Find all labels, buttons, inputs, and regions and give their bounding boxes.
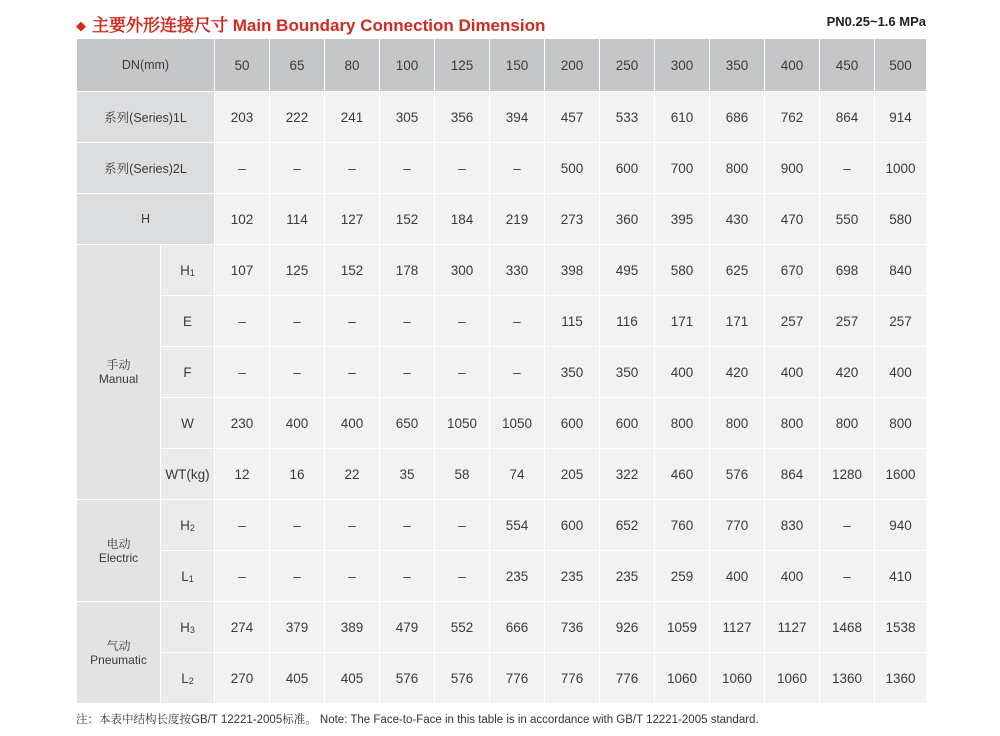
table-cell: 800 bbox=[820, 398, 875, 449]
table-cell: – bbox=[435, 500, 490, 551]
table-cell: 600 bbox=[600, 398, 655, 449]
table-cell: 116 bbox=[600, 296, 655, 347]
table-cell: 1600 bbox=[875, 449, 927, 500]
table-row bbox=[77, 500, 927, 551]
table-row bbox=[77, 653, 927, 704]
electric-group-label bbox=[77, 500, 161, 602]
table-cell: 700 bbox=[655, 143, 710, 194]
table-cell: – bbox=[270, 551, 325, 602]
table-row bbox=[77, 296, 927, 347]
table-cell: – bbox=[325, 551, 380, 602]
table-cell: 235 bbox=[600, 551, 655, 602]
sub-row-label-text: E bbox=[182, 313, 192, 329]
table-cell: 270 bbox=[215, 653, 270, 704]
sub-row-label bbox=[161, 347, 215, 398]
table-row bbox=[77, 194, 927, 245]
table-cell: 400 bbox=[765, 551, 820, 602]
group-label-en: Electric bbox=[98, 550, 139, 565]
table-cell: 400 bbox=[325, 398, 380, 449]
table-cell: 400 bbox=[655, 347, 710, 398]
table-cell: 379 bbox=[270, 602, 325, 653]
table-cell: – bbox=[380, 551, 435, 602]
table-cell: 405 bbox=[325, 653, 380, 704]
table-cell: – bbox=[435, 551, 490, 602]
sub-row-label bbox=[161, 500, 215, 551]
table-cell: 776 bbox=[490, 653, 545, 704]
table-cell: 114 bbox=[270, 194, 325, 245]
sub-row-label bbox=[161, 449, 215, 500]
table-row bbox=[77, 143, 927, 194]
table-cell: 800 bbox=[710, 143, 765, 194]
table-cell: 900 bbox=[765, 143, 820, 194]
dimension-table bbox=[76, 38, 927, 704]
table-cell: 394 bbox=[490, 92, 545, 143]
dn-size-header: 65 bbox=[270, 39, 325, 92]
dn-header: DN(mm) bbox=[77, 39, 215, 92]
table-cell: 776 bbox=[600, 653, 655, 704]
table-cell: 760 bbox=[655, 500, 710, 551]
table-cell: 800 bbox=[875, 398, 927, 449]
table-cell: 610 bbox=[655, 92, 710, 143]
table-cell: 273 bbox=[545, 194, 600, 245]
table-cell: 16 bbox=[270, 449, 325, 500]
title-bar bbox=[76, 8, 926, 36]
table-cell: 670 bbox=[765, 245, 820, 296]
table-cell: 460 bbox=[655, 449, 710, 500]
dn-size-header: 400 bbox=[765, 39, 820, 92]
table-cell: – bbox=[380, 143, 435, 194]
table-cell: 203 bbox=[215, 92, 270, 143]
dn-size-header: 125 bbox=[435, 39, 490, 92]
row-label: 系列(Series)1L bbox=[77, 92, 215, 143]
table-cell: – bbox=[270, 500, 325, 551]
table-cell: 235 bbox=[490, 551, 545, 602]
group-label-en: Pneumatic bbox=[90, 652, 147, 667]
table-cell: 305 bbox=[380, 92, 435, 143]
dn-size-header: 350 bbox=[710, 39, 765, 92]
table-cell: 770 bbox=[710, 500, 765, 551]
group-label-cn: 气动 bbox=[106, 638, 131, 653]
sub-row-label-text: WT(kg) bbox=[165, 466, 210, 482]
table-cell: 495 bbox=[600, 245, 655, 296]
table-cell: 152 bbox=[325, 245, 380, 296]
table-cell: 257 bbox=[820, 296, 875, 347]
table-cell: 405 bbox=[270, 653, 325, 704]
table-cell: – bbox=[325, 347, 380, 398]
table-cell: 230 bbox=[215, 398, 270, 449]
group-label-en: Manual bbox=[98, 372, 139, 386]
table-cell: 22 bbox=[325, 449, 380, 500]
table-cell: 580 bbox=[655, 245, 710, 296]
table-cell: 389 bbox=[325, 602, 380, 653]
sub-row-label-text: H bbox=[180, 262, 190, 278]
table-cell: 500 bbox=[545, 143, 600, 194]
table-cell: 864 bbox=[765, 449, 820, 500]
table-cell: 576 bbox=[435, 653, 490, 704]
table-cell: 686 bbox=[710, 92, 765, 143]
dn-size-header: 500 bbox=[875, 39, 927, 92]
row-label: H bbox=[77, 194, 215, 245]
manual-group-label bbox=[77, 245, 161, 500]
table-cell: 479 bbox=[380, 602, 435, 653]
sub-row-label bbox=[161, 551, 215, 602]
table-cell: – bbox=[435, 347, 490, 398]
table-cell: 257 bbox=[765, 296, 820, 347]
table-cell: 222 bbox=[270, 92, 325, 143]
table-cell: 580 bbox=[875, 194, 927, 245]
table-cell: 420 bbox=[710, 347, 765, 398]
table-cell: 74 bbox=[490, 449, 545, 500]
sub-row-label-text: F bbox=[183, 364, 192, 380]
table-cell: 1000 bbox=[875, 143, 927, 194]
table-cell: 1360 bbox=[820, 653, 875, 704]
table-cell: – bbox=[325, 143, 380, 194]
table-cell: 58 bbox=[435, 449, 490, 500]
table-cell: 576 bbox=[710, 449, 765, 500]
sub-row-label-text: L bbox=[181, 568, 189, 584]
table-cell: 864 bbox=[820, 92, 875, 143]
table-cell: 470 bbox=[765, 194, 820, 245]
table-cell: 205 bbox=[545, 449, 600, 500]
table-cell: 125 bbox=[270, 245, 325, 296]
table-row bbox=[77, 398, 927, 449]
table-cell: 1538 bbox=[875, 602, 927, 653]
table-cell: 107 bbox=[215, 245, 270, 296]
table-cell: – bbox=[490, 296, 545, 347]
sub-row-label-text: W bbox=[181, 415, 194, 431]
table-cell: 1059 bbox=[655, 602, 710, 653]
table-cell: 178 bbox=[380, 245, 435, 296]
table-cell: 12 bbox=[215, 449, 270, 500]
sub-row-label-index: 1 bbox=[188, 573, 194, 584]
table-cell: 457 bbox=[545, 92, 600, 143]
table-row bbox=[77, 449, 927, 500]
dn-size-header: 300 bbox=[655, 39, 710, 92]
table-cell: 410 bbox=[875, 551, 927, 602]
sub-row-label-text: L bbox=[181, 670, 189, 686]
table-cell: 926 bbox=[600, 602, 655, 653]
table-cell: 1468 bbox=[820, 602, 875, 653]
table-cell: 184 bbox=[435, 194, 490, 245]
table-cell: 776 bbox=[545, 653, 600, 704]
table-row bbox=[77, 551, 927, 602]
table-cell: 360 bbox=[600, 194, 655, 245]
table-row bbox=[77, 92, 927, 143]
diamond-bullet-icon: ◆ bbox=[76, 18, 86, 33]
table-cell: 400 bbox=[765, 347, 820, 398]
table-cell: 552 bbox=[435, 602, 490, 653]
table-cell: 300 bbox=[435, 245, 490, 296]
table-cell: 600 bbox=[545, 398, 600, 449]
table-cell: 1060 bbox=[655, 653, 710, 704]
table-cell: – bbox=[820, 500, 875, 551]
table-cell: – bbox=[435, 143, 490, 194]
table-cell: 1127 bbox=[710, 602, 765, 653]
table-cell: 554 bbox=[490, 500, 545, 551]
table-cell: 102 bbox=[215, 194, 270, 245]
table-cell: 430 bbox=[710, 194, 765, 245]
sub-row-label bbox=[161, 296, 215, 347]
sub-row-label-index: 2 bbox=[188, 675, 194, 686]
table-cell: 171 bbox=[710, 296, 765, 347]
table-row bbox=[77, 245, 927, 296]
table-cell: 666 bbox=[490, 602, 545, 653]
group-label-cn: 手动 bbox=[106, 358, 131, 372]
dn-size-header: 200 bbox=[545, 39, 600, 92]
dn-size-header: 50 bbox=[215, 39, 270, 92]
table-cell: – bbox=[270, 143, 325, 194]
table-cell: 400 bbox=[710, 551, 765, 602]
sub-row-label bbox=[161, 602, 215, 653]
table-cell: – bbox=[270, 347, 325, 398]
table-cell: – bbox=[820, 551, 875, 602]
table-cell: – bbox=[215, 143, 270, 194]
table-cell: – bbox=[270, 296, 325, 347]
table-cell: 330 bbox=[490, 245, 545, 296]
sub-row-label bbox=[161, 653, 215, 704]
table-cell: 800 bbox=[710, 398, 765, 449]
table-cell: 1280 bbox=[820, 449, 875, 500]
table-cell: 533 bbox=[600, 92, 655, 143]
footnote: 注：本表中结构长度按GB/T 12221-2005标准。 Note: The Face-to-Face in this table is in accordance with GB/T 12221-2005 standard. bbox=[76, 714, 759, 726]
table-cell: 830 bbox=[765, 500, 820, 551]
table-cell: 350 bbox=[600, 347, 655, 398]
table-cell: 257 bbox=[875, 296, 927, 347]
pressure-rating: PN0.25~1.6 MPa bbox=[826, 14, 926, 29]
table-cell: 800 bbox=[765, 398, 820, 449]
table-cell: – bbox=[435, 296, 490, 347]
table-cell: 398 bbox=[545, 245, 600, 296]
table-cell: 241 bbox=[325, 92, 380, 143]
table-cell: 550 bbox=[820, 194, 875, 245]
table-cell: – bbox=[215, 296, 270, 347]
table-cell: 625 bbox=[710, 245, 765, 296]
sub-row-label bbox=[161, 245, 215, 296]
table-cell: 652 bbox=[600, 500, 655, 551]
sub-row-label-index: 1 bbox=[189, 267, 195, 278]
table-cell: – bbox=[820, 143, 875, 194]
table-cell: 219 bbox=[490, 194, 545, 245]
dn-size-header: 80 bbox=[325, 39, 380, 92]
table-cell: 350 bbox=[545, 347, 600, 398]
table-cell: – bbox=[380, 296, 435, 347]
table-cell: 259 bbox=[655, 551, 710, 602]
table-cell: 400 bbox=[875, 347, 927, 398]
table-cell: – bbox=[215, 347, 270, 398]
table-cell: 420 bbox=[820, 347, 875, 398]
table-cell: 762 bbox=[765, 92, 820, 143]
pneumatic-group-label bbox=[77, 602, 161, 704]
table-cell: 1050 bbox=[490, 398, 545, 449]
table-cell: 35 bbox=[380, 449, 435, 500]
table-cell: 1060 bbox=[710, 653, 765, 704]
table-cell: 736 bbox=[545, 602, 600, 653]
page-title-text: 主要外形连接尺寸 Main Boundary Connection Dimension bbox=[92, 16, 546, 35]
table-header-row bbox=[77, 39, 927, 92]
table-cell: 1050 bbox=[435, 398, 490, 449]
table-cell: 235 bbox=[545, 551, 600, 602]
group-label-cn: 电动 bbox=[106, 536, 131, 551]
dn-size-header: 100 bbox=[380, 39, 435, 92]
dn-size-header: 150 bbox=[490, 39, 545, 92]
table-cell: 1127 bbox=[765, 602, 820, 653]
table-cell: 914 bbox=[875, 92, 927, 143]
dn-size-header: 450 bbox=[820, 39, 875, 92]
table-cell: 1060 bbox=[765, 653, 820, 704]
sub-row-label-index: 2 bbox=[189, 522, 195, 533]
sub-row-label-text: H bbox=[180, 517, 190, 533]
sub-row-label-text: H bbox=[180, 619, 190, 635]
table-cell: 400 bbox=[270, 398, 325, 449]
table-cell: 127 bbox=[325, 194, 380, 245]
table-cell: 800 bbox=[655, 398, 710, 449]
table-cell: 356 bbox=[435, 92, 490, 143]
table-cell: 274 bbox=[215, 602, 270, 653]
table-cell: – bbox=[215, 551, 270, 602]
table-cell: 171 bbox=[655, 296, 710, 347]
table-cell: 115 bbox=[545, 296, 600, 347]
table-cell: 600 bbox=[600, 143, 655, 194]
table-cell: 698 bbox=[820, 245, 875, 296]
sub-row-label-index: 3 bbox=[189, 624, 195, 635]
table-cell: – bbox=[490, 347, 545, 398]
table-cell: – bbox=[380, 500, 435, 551]
table-cell: 576 bbox=[380, 653, 435, 704]
dn-size-header: 250 bbox=[600, 39, 655, 92]
table-row bbox=[77, 347, 927, 398]
table-cell: 840 bbox=[875, 245, 927, 296]
page-title bbox=[76, 11, 545, 36]
table-cell: 152 bbox=[380, 194, 435, 245]
table-cell: 322 bbox=[600, 449, 655, 500]
table-row bbox=[77, 602, 927, 653]
sub-row-label bbox=[161, 398, 215, 449]
table-cell: 650 bbox=[380, 398, 435, 449]
table-cell: – bbox=[490, 143, 545, 194]
table-cell: 600 bbox=[545, 500, 600, 551]
table-cell: – bbox=[380, 347, 435, 398]
table-cell: 1360 bbox=[875, 653, 927, 704]
table-cell: – bbox=[325, 296, 380, 347]
table-cell: 940 bbox=[875, 500, 927, 551]
table-cell: 395 bbox=[655, 194, 710, 245]
row-label: 系列(Series)2L bbox=[77, 143, 215, 194]
table-cell: – bbox=[325, 500, 380, 551]
table-cell: – bbox=[215, 500, 270, 551]
